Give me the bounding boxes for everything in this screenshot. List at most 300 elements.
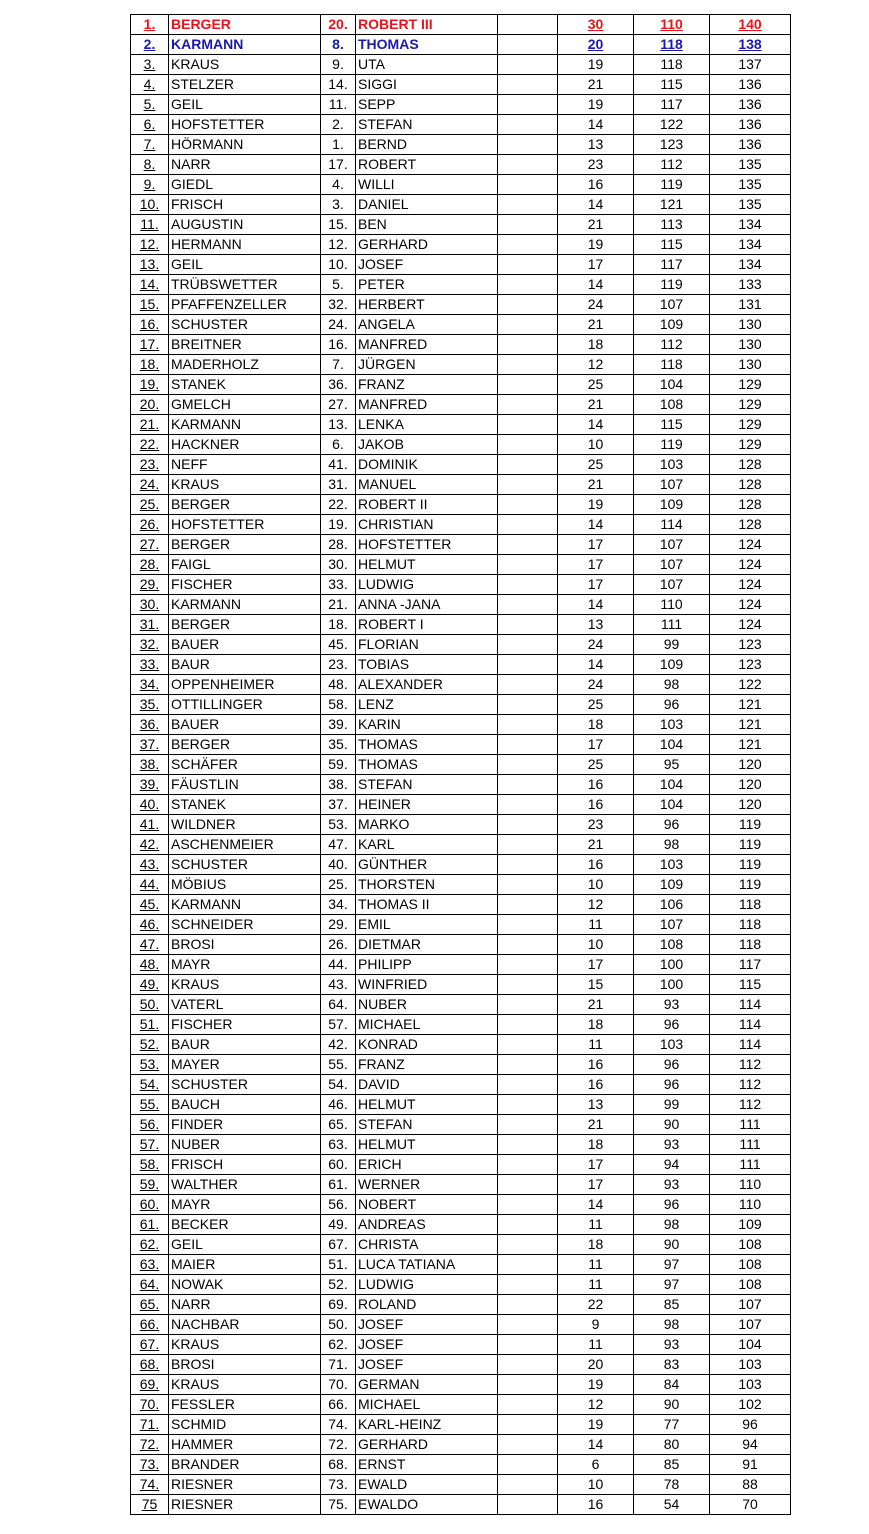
rank-cell: 2. xyxy=(131,35,169,55)
first-name-cell: MANUEL xyxy=(356,475,498,495)
surname-cell: VATERL xyxy=(169,995,321,1015)
total-cell: 137 xyxy=(710,55,791,75)
empty-cell xyxy=(498,715,558,735)
score-a-cell: 14 xyxy=(558,1195,634,1215)
start-number-cell: 26. xyxy=(321,935,356,955)
score-a-cell: 11 xyxy=(558,1035,634,1055)
table-row xyxy=(131,75,791,95)
rank-cell: 16. xyxy=(131,315,169,335)
first-name-cell: ALEXANDER xyxy=(356,675,498,695)
score-b-cell: 107 xyxy=(634,475,710,495)
empty-cell xyxy=(498,1175,558,1195)
results-body xyxy=(131,15,791,1515)
total-cell: 121 xyxy=(710,715,791,735)
first-name-cell: LENZ xyxy=(356,695,498,715)
score-b-cell: 115 xyxy=(634,75,710,95)
empty-cell xyxy=(498,195,558,215)
rank-cell: 21. xyxy=(131,415,169,435)
total-cell: 123 xyxy=(710,655,791,675)
table-row xyxy=(131,955,791,975)
first-name-cell: ROBERT II xyxy=(356,495,498,515)
start-number-cell: 29. xyxy=(321,915,356,935)
start-number-cell: 39. xyxy=(321,715,356,735)
first-name-cell: FRANZ xyxy=(356,1055,498,1075)
start-number-cell: 31. xyxy=(321,475,356,495)
empty-cell xyxy=(498,555,558,575)
empty-cell xyxy=(498,1055,558,1075)
table-row xyxy=(131,595,791,615)
surname-cell: SCHUSTER xyxy=(169,315,321,335)
score-b-cell: 83 xyxy=(634,1355,710,1375)
score-a-cell: 17 xyxy=(558,1175,634,1195)
score-a-cell: 11 xyxy=(558,1335,634,1355)
score-a-cell: 14 xyxy=(558,515,634,535)
rank-cell: 44. xyxy=(131,875,169,895)
total-cell: 91 xyxy=(710,1455,791,1475)
rank-cell: 39. xyxy=(131,775,169,795)
score-b-cell: 98 xyxy=(634,835,710,855)
rank-cell: 30. xyxy=(131,595,169,615)
table-row xyxy=(131,1415,791,1435)
total-cell: 121 xyxy=(710,735,791,755)
table-row xyxy=(131,855,791,875)
rank-cell: 37. xyxy=(131,735,169,755)
empty-cell xyxy=(498,1075,558,1095)
total-cell: 118 xyxy=(710,915,791,935)
score-a-cell: 14 xyxy=(558,195,634,215)
surname-cell: NOWAK xyxy=(169,1275,321,1295)
table-row xyxy=(131,95,791,115)
first-name-cell: ANGELA xyxy=(356,315,498,335)
table-row xyxy=(131,175,791,195)
first-name-cell: LUCA TATIANA xyxy=(356,1255,498,1275)
surname-cell: PFAFFENZELLER xyxy=(169,295,321,315)
empty-cell xyxy=(498,815,558,835)
table-row xyxy=(131,555,791,575)
total-cell: 135 xyxy=(710,175,791,195)
table-row xyxy=(131,295,791,315)
empty-cell xyxy=(498,1415,558,1435)
first-name-cell: THOMAS xyxy=(356,735,498,755)
empty-cell xyxy=(498,895,558,915)
start-number-cell: 9. xyxy=(321,55,356,75)
first-name-cell: DIETMAR xyxy=(356,935,498,955)
table-row xyxy=(131,1255,791,1275)
total-cell: 136 xyxy=(710,135,791,155)
start-number-cell: 67. xyxy=(321,1235,356,1255)
score-b-cell: 96 xyxy=(634,1195,710,1215)
rank-cell: 55. xyxy=(131,1095,169,1115)
total-cell: 138 xyxy=(710,35,791,55)
total-cell: 111 xyxy=(710,1155,791,1175)
score-a-cell: 17 xyxy=(558,955,634,975)
score-a-cell: 14 xyxy=(558,115,634,135)
surname-cell: HOFSTETTER xyxy=(169,515,321,535)
surname-cell: AUGUSTIN xyxy=(169,215,321,235)
total-cell: 107 xyxy=(710,1315,791,1335)
score-b-cell: 107 xyxy=(634,575,710,595)
score-b-cell: 109 xyxy=(634,655,710,675)
score-b-cell: 118 xyxy=(634,55,710,75)
first-name-cell: HERBERT xyxy=(356,295,498,315)
table-row xyxy=(131,1355,791,1375)
table-row xyxy=(131,55,791,75)
empty-cell xyxy=(498,1195,558,1215)
score-a-cell: 16 xyxy=(558,1055,634,1075)
score-a-cell: 9 xyxy=(558,1315,634,1335)
score-a-cell: 17 xyxy=(558,535,634,555)
rank-cell: 11. xyxy=(131,215,169,235)
surname-cell: KRAUS xyxy=(169,1375,321,1395)
total-cell: 133 xyxy=(710,275,791,295)
rank-cell: 52. xyxy=(131,1035,169,1055)
start-number-cell: 23. xyxy=(321,655,356,675)
first-name-cell: ROLAND xyxy=(356,1295,498,1315)
total-cell: 119 xyxy=(710,875,791,895)
score-a-cell: 16 xyxy=(558,795,634,815)
surname-cell: MAIER xyxy=(169,1255,321,1275)
table-row xyxy=(131,875,791,895)
rank-cell: 56. xyxy=(131,1115,169,1135)
surname-cell: SCHUSTER xyxy=(169,855,321,875)
surname-cell: BERGER xyxy=(169,495,321,515)
table-row xyxy=(131,615,791,635)
surname-cell: WALTHER xyxy=(169,1175,321,1195)
total-cell: 128 xyxy=(710,495,791,515)
surname-cell: BREITNER xyxy=(169,335,321,355)
rank-cell: 50. xyxy=(131,995,169,1015)
score-b-cell: 98 xyxy=(634,1215,710,1235)
total-cell: 124 xyxy=(710,575,791,595)
surname-cell: HAMMER xyxy=(169,1435,321,1455)
start-number-cell: 11. xyxy=(321,95,356,115)
rank-cell: 1. xyxy=(131,15,169,35)
first-name-cell: WINFRIED xyxy=(356,975,498,995)
score-a-cell: 19 xyxy=(558,235,634,255)
total-cell: 119 xyxy=(710,855,791,875)
total-cell: 123 xyxy=(710,635,791,655)
score-b-cell: 119 xyxy=(634,435,710,455)
first-name-cell: ERNST xyxy=(356,1455,498,1475)
total-cell: 136 xyxy=(710,115,791,135)
start-number-cell: 14. xyxy=(321,75,356,95)
score-a-cell: 19 xyxy=(558,1415,634,1435)
rank-cell: 20. xyxy=(131,395,169,415)
total-cell: 134 xyxy=(710,235,791,255)
score-a-cell: 12 xyxy=(558,1395,634,1415)
total-cell: 124 xyxy=(710,555,791,575)
empty-cell xyxy=(498,435,558,455)
empty-cell xyxy=(498,1295,558,1315)
total-cell: 120 xyxy=(710,795,791,815)
score-b-cell: 90 xyxy=(634,1115,710,1135)
start-number-cell: 6. xyxy=(321,435,356,455)
table-row xyxy=(131,515,791,535)
score-b-cell: 119 xyxy=(634,275,710,295)
score-a-cell: 10 xyxy=(558,435,634,455)
start-number-cell: 40. xyxy=(321,855,356,875)
total-cell: 119 xyxy=(710,815,791,835)
table-row xyxy=(131,235,791,255)
total-cell: 128 xyxy=(710,475,791,495)
first-name-cell: ROBERT xyxy=(356,155,498,175)
rank-cell: 3. xyxy=(131,55,169,75)
first-name-cell: GERHARD xyxy=(356,235,498,255)
first-name-cell: THOMAS xyxy=(356,755,498,775)
empty-cell xyxy=(498,755,558,775)
start-number-cell: 47. xyxy=(321,835,356,855)
score-a-cell: 14 xyxy=(558,1435,634,1455)
total-cell: 131 xyxy=(710,295,791,315)
score-b-cell: 100 xyxy=(634,955,710,975)
rank-cell: 69. xyxy=(131,1375,169,1395)
table-row xyxy=(131,435,791,455)
table-row xyxy=(131,275,791,295)
rank-cell: 13. xyxy=(131,255,169,275)
score-b-cell: 97 xyxy=(634,1255,710,1275)
surname-cell: FISCHER xyxy=(169,1015,321,1035)
rank-cell: 6. xyxy=(131,115,169,135)
rank-cell: 72. xyxy=(131,1435,169,1455)
surname-cell: SCHUSTER xyxy=(169,1075,321,1095)
score-b-cell: 98 xyxy=(634,1315,710,1335)
score-b-cell: 77 xyxy=(634,1415,710,1435)
score-b-cell: 115 xyxy=(634,415,710,435)
score-b-cell: 85 xyxy=(634,1455,710,1475)
first-name-cell: THORSTEN xyxy=(356,875,498,895)
start-number-cell: 54. xyxy=(321,1075,356,1095)
score-b-cell: 85 xyxy=(634,1295,710,1315)
table-row xyxy=(131,1375,791,1395)
first-name-cell: LUDWIG xyxy=(356,575,498,595)
total-cell: 114 xyxy=(710,1015,791,1035)
score-a-cell: 13 xyxy=(558,615,634,635)
table-row xyxy=(131,835,791,855)
score-a-cell: 18 xyxy=(558,1015,634,1035)
surname-cell: KARMANN xyxy=(169,35,321,55)
start-number-cell: 35. xyxy=(321,735,356,755)
start-number-cell: 17. xyxy=(321,155,356,175)
first-name-cell: WERNER xyxy=(356,1175,498,1195)
start-number-cell: 5. xyxy=(321,275,356,295)
score-b-cell: 107 xyxy=(634,915,710,935)
score-b-cell: 96 xyxy=(634,695,710,715)
first-name-cell: FRANZ xyxy=(356,375,498,395)
score-b-cell: 117 xyxy=(634,255,710,275)
first-name-cell: NOBERT xyxy=(356,1195,498,1215)
rank-cell: 8. xyxy=(131,155,169,175)
total-cell: 134 xyxy=(710,215,791,235)
total-cell: 108 xyxy=(710,1255,791,1275)
start-number-cell: 66. xyxy=(321,1395,356,1415)
start-number-cell: 72. xyxy=(321,1435,356,1455)
score-a-cell: 15 xyxy=(558,975,634,995)
empty-cell xyxy=(498,35,558,55)
score-a-cell: 21 xyxy=(558,395,634,415)
start-number-cell: 53. xyxy=(321,815,356,835)
start-number-cell: 3. xyxy=(321,195,356,215)
score-a-cell: 16 xyxy=(558,1075,634,1095)
rank-cell: 31. xyxy=(131,615,169,635)
score-a-cell: 24 xyxy=(558,675,634,695)
first-name-cell: ROBERT III xyxy=(356,15,498,35)
rank-cell: 66. xyxy=(131,1315,169,1335)
empty-cell xyxy=(498,335,558,355)
score-b-cell: 93 xyxy=(634,1135,710,1155)
surname-cell: MAYR xyxy=(169,955,321,975)
start-number-cell: 60. xyxy=(321,1155,356,1175)
rank-cell: 33. xyxy=(131,655,169,675)
first-name-cell: GERHARD xyxy=(356,1435,498,1455)
surname-cell: BAUCH xyxy=(169,1095,321,1115)
table-row xyxy=(131,915,791,935)
score-b-cell: 118 xyxy=(634,355,710,375)
total-cell: 136 xyxy=(710,95,791,115)
empty-cell xyxy=(498,255,558,275)
total-cell: 130 xyxy=(710,335,791,355)
score-b-cell: 103 xyxy=(634,455,710,475)
score-b-cell: 95 xyxy=(634,755,710,775)
score-a-cell: 17 xyxy=(558,1155,634,1175)
start-number-cell: 64. xyxy=(321,995,356,1015)
total-cell: 136 xyxy=(710,75,791,95)
rank-cell: 17. xyxy=(131,335,169,355)
empty-cell xyxy=(498,235,558,255)
start-number-cell: 52. xyxy=(321,1275,356,1295)
first-name-cell: MANFRED xyxy=(356,395,498,415)
empty-cell xyxy=(498,475,558,495)
table-row xyxy=(131,475,791,495)
empty-cell xyxy=(498,295,558,315)
score-a-cell: 16 xyxy=(558,775,634,795)
total-cell: 140 xyxy=(710,15,791,35)
rank-cell: 9. xyxy=(131,175,169,195)
rank-cell: 22. xyxy=(131,435,169,455)
rank-cell: 32. xyxy=(131,635,169,655)
table-row xyxy=(131,635,791,655)
empty-cell xyxy=(498,1215,558,1235)
empty-cell xyxy=(498,1235,558,1255)
first-name-cell: SEPP xyxy=(356,95,498,115)
score-b-cell: 100 xyxy=(634,975,710,995)
table-row xyxy=(131,1075,791,1095)
score-a-cell: 18 xyxy=(558,1235,634,1255)
surname-cell: SCHNEIDER xyxy=(169,915,321,935)
table-row xyxy=(131,1295,791,1315)
empty-cell xyxy=(498,515,558,535)
first-name-cell: DOMINIK xyxy=(356,455,498,475)
score-a-cell: 14 xyxy=(558,275,634,295)
score-a-cell: 13 xyxy=(558,1095,634,1115)
start-number-cell: 1. xyxy=(321,135,356,155)
rank-cell: 36. xyxy=(131,715,169,735)
score-a-cell: 17 xyxy=(558,735,634,755)
score-b-cell: 119 xyxy=(634,175,710,195)
total-cell: 134 xyxy=(710,255,791,275)
surname-cell: BERGER xyxy=(169,15,321,35)
start-number-cell: 74. xyxy=(321,1415,356,1435)
total-cell: 103 xyxy=(710,1375,791,1395)
first-name-cell: EWALD xyxy=(356,1475,498,1495)
first-name-cell: ANNA -JANA xyxy=(356,595,498,615)
first-name-cell: HOFSTETTER xyxy=(356,535,498,555)
total-cell: 120 xyxy=(710,755,791,775)
surname-cell: MADERHOLZ xyxy=(169,355,321,375)
score-b-cell: 104 xyxy=(634,775,710,795)
surname-cell: BROSI xyxy=(169,935,321,955)
empty-cell xyxy=(498,835,558,855)
start-number-cell: 56. xyxy=(321,1195,356,1215)
score-b-cell: 104 xyxy=(634,795,710,815)
start-number-cell: 28. xyxy=(321,535,356,555)
start-number-cell: 48. xyxy=(321,675,356,695)
start-number-cell: 16. xyxy=(321,335,356,355)
start-number-cell: 7. xyxy=(321,355,356,375)
score-b-cell: 123 xyxy=(634,135,710,155)
total-cell: 114 xyxy=(710,1035,791,1055)
table-row xyxy=(131,1195,791,1215)
score-b-cell: 112 xyxy=(634,155,710,175)
start-number-cell: 20. xyxy=(321,15,356,35)
total-cell: 111 xyxy=(710,1135,791,1155)
surname-cell: OTTILLINGER xyxy=(169,695,321,715)
rank-cell: 35. xyxy=(131,695,169,715)
table-row xyxy=(131,815,791,835)
surname-cell: GMELCH xyxy=(169,395,321,415)
empty-cell xyxy=(498,975,558,995)
surname-cell: FRISCH xyxy=(169,1155,321,1175)
surname-cell: KARMANN xyxy=(169,895,321,915)
surname-cell: ASCHENMEIER xyxy=(169,835,321,855)
total-cell: 129 xyxy=(710,415,791,435)
start-number-cell: 51. xyxy=(321,1255,356,1275)
table-row xyxy=(131,575,791,595)
score-b-cell: 90 xyxy=(634,1235,710,1255)
empty-cell xyxy=(498,535,558,555)
rank-cell: 46. xyxy=(131,915,169,935)
start-number-cell: 42. xyxy=(321,1035,356,1055)
surname-cell: KRAUS xyxy=(169,55,321,75)
surname-cell: BROSI xyxy=(169,1355,321,1375)
start-number-cell: 44. xyxy=(321,955,356,975)
empty-cell xyxy=(498,1135,558,1155)
first-name-cell: UTA xyxy=(356,55,498,75)
total-cell: 103 xyxy=(710,1355,791,1375)
surname-cell: BRANDER xyxy=(169,1455,321,1475)
table-row xyxy=(131,1035,791,1055)
table-row xyxy=(131,675,791,695)
score-a-cell: 10 xyxy=(558,1475,634,1495)
empty-cell xyxy=(498,1035,558,1055)
table-row xyxy=(131,1335,791,1355)
start-number-cell: 45. xyxy=(321,635,356,655)
score-b-cell: 99 xyxy=(634,635,710,655)
surname-cell: MÖBIUS xyxy=(169,875,321,895)
surname-cell: RIESNER xyxy=(169,1495,321,1515)
surname-cell: BAUR xyxy=(169,655,321,675)
score-a-cell: 10 xyxy=(558,875,634,895)
start-number-cell: 13. xyxy=(321,415,356,435)
score-a-cell: 25 xyxy=(558,375,634,395)
score-b-cell: 122 xyxy=(634,115,710,135)
start-number-cell: 59. xyxy=(321,755,356,775)
surname-cell: HOFSTETTER xyxy=(169,115,321,135)
table-row xyxy=(131,1275,791,1295)
score-a-cell: 21 xyxy=(558,835,634,855)
first-name-cell: JÜRGEN xyxy=(356,355,498,375)
rank-cell: 70. xyxy=(131,1395,169,1415)
surname-cell: GEIL xyxy=(169,95,321,115)
